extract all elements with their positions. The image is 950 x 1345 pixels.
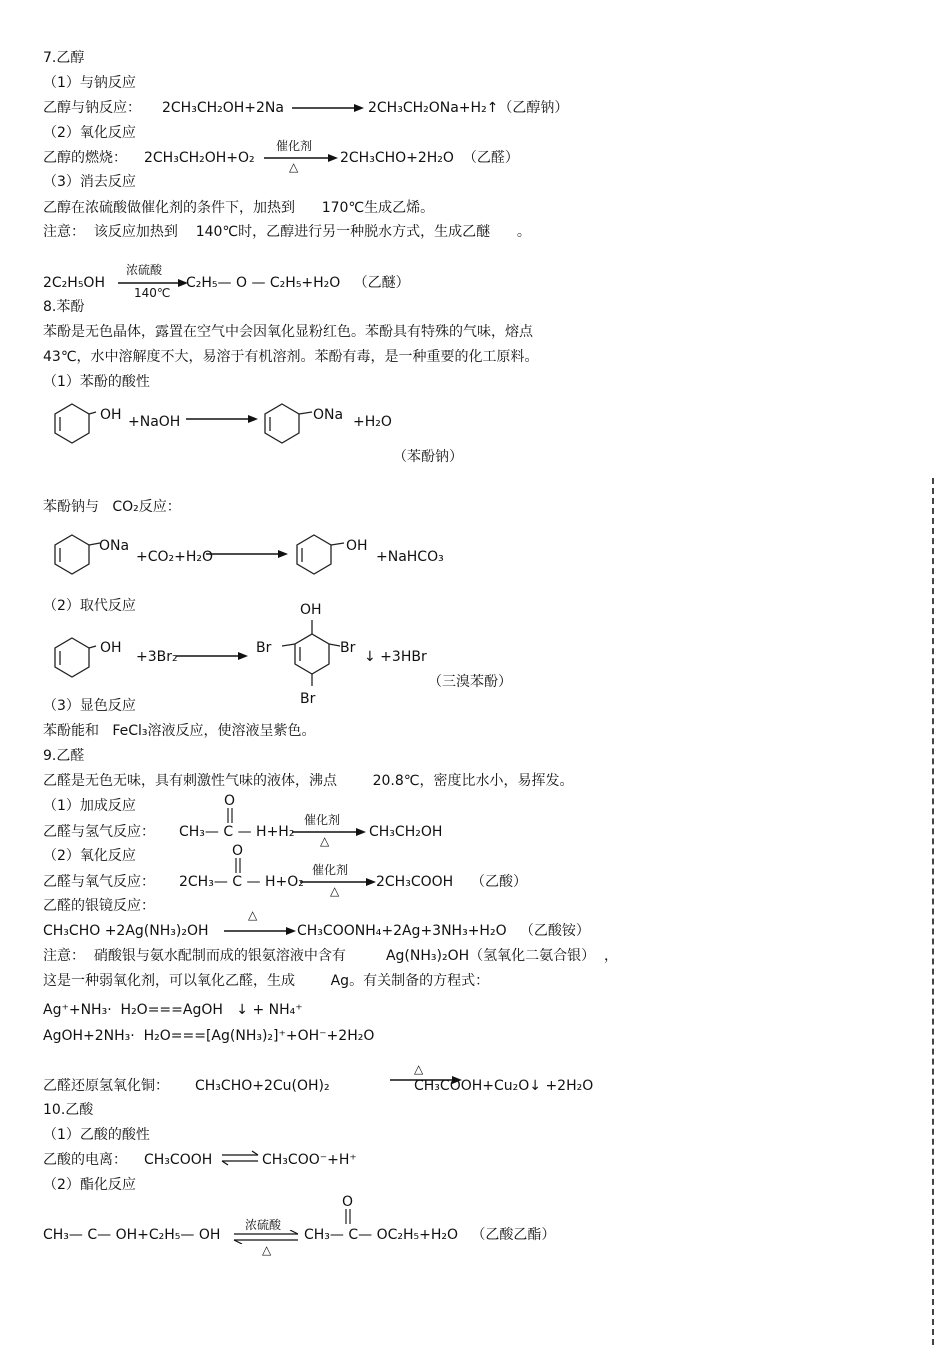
note-paragraph: 注意： 该反应加热到 140℃时，乙醇进行另一种脱水方式，生成乙醚 。 — [43, 224, 531, 240]
arrow-condition-top: 催化剂 — [276, 139, 313, 153]
carbonyl-oxygen: O — [342, 1194, 354, 1210]
arrow-condition-bottom: 140℃ — [134, 286, 171, 300]
benzene-ring-icon — [290, 534, 346, 574]
heading-oxidation: （2）氧化反应 — [43, 125, 136, 141]
benzene-ring-icon — [48, 534, 102, 574]
heading-esterification: （2）酯化反应 — [43, 1177, 136, 1193]
reactants: 2CH₃CH₂OH+O₂ — [144, 150, 255, 166]
arrow-condition-bottom: △ — [289, 160, 299, 174]
note-paragraph: 这是一种弱氧化剂，可以氧化乙醛，生成 Ag。有关制备的方程式： — [43, 973, 490, 989]
benzene-ring-icon — [258, 403, 314, 443]
substituent-label: OH — [346, 538, 368, 554]
substituent-label: ONa — [313, 407, 344, 423]
tribromophenol-ring-icon — [280, 620, 344, 690]
products: CH₃COONH₄+2Ag+3NH₃+H₂O （乙酸铵） — [297, 923, 590, 939]
reactants: 2CH₃— C — H+O₂ — [179, 874, 304, 890]
reaction-arrow — [206, 547, 288, 561]
products: C₂H₅— O — C₂H₅+H₂O （乙醚） — [186, 275, 410, 291]
paragraph: 苯酚是无色晶体，露置在空气中会因氧化显粉红色。苯酚具有特殊的气味，熔点 — [43, 324, 533, 340]
reaction-label: 苯酚钠与 CO₂反应： — [43, 499, 181, 515]
equation: AgOH+2NH₃· H₂O===[Ag(NH₃)₂]⁺+OH⁻+2H₂O — [43, 1028, 375, 1044]
reaction-label: 乙醛与氢气反应： — [43, 824, 155, 840]
substituent-label: OH — [100, 640, 122, 656]
section-7-title: 7.乙醇 — [43, 50, 85, 66]
substituent-label: Br — [300, 691, 316, 707]
heading-addition: （1）加成反应 — [43, 798, 136, 814]
product-name: （三溴苯酚） — [428, 674, 512, 690]
heading-substitution: （2）取代反应 — [43, 598, 136, 614]
substituent-label: Br — [256, 640, 272, 656]
page-cut-line — [932, 478, 934, 1345]
section-9-title: 9.乙醛 — [43, 748, 85, 764]
section-10-title: 10.乙酸 — [43, 1102, 94, 1118]
reaction-arrow — [176, 649, 248, 663]
carbonyl-oxygen: O — [232, 843, 244, 859]
arrow-condition-bottom: △ — [320, 834, 330, 848]
reaction-arrow — [224, 924, 296, 938]
reagent: +3Br₂ — [136, 649, 178, 665]
products: 2CH₃CHO+2H₂O （乙醛） — [340, 150, 519, 166]
reaction-arrow — [292, 101, 364, 115]
heading-sodium-reaction: （1）与钠反应 — [43, 75, 136, 91]
reactants: 2C₂H₅OH — [43, 275, 105, 291]
products: CH₃COOH+Cu₂O↓ +2H₂O — [414, 1078, 594, 1094]
products: 2CH₃COOH （乙酸） — [376, 874, 527, 890]
reactants: CH₃CHO +2Ag(NH₃)₂OH — [43, 923, 209, 939]
section-8-title: 8.苯酚 — [43, 299, 85, 315]
reactants: CH₃CHO+2Cu(OH)₂ — [195, 1078, 330, 1094]
substituent-label: Br — [340, 640, 356, 656]
reactants: CH₃— C — H+H₂ — [179, 824, 295, 840]
double-bond — [226, 808, 234, 824]
reactants: CH₃— C— OH+C₂H₅— OH — [43, 1227, 221, 1243]
paragraph: 乙醇在浓硫酸做催化剂的条件下，加热到 170℃生成乙烯。 — [43, 200, 435, 216]
reaction-label: 乙醇与钠反应： — [43, 100, 141, 116]
equilibrium-arrow — [220, 1150, 260, 1166]
arrow-condition-bottom: △ — [262, 1243, 272, 1257]
heading-elimination: （3）消去反应 — [43, 174, 136, 190]
reaction-label: 乙醛与氧气反应： — [43, 874, 155, 890]
products: CH₃CH₂OH — [369, 824, 443, 840]
arrow-condition-top: 催化剂 — [304, 813, 341, 827]
benzene-ring-icon — [48, 637, 98, 677]
substituent-label: ONa — [99, 538, 130, 554]
equation: Ag⁺+NH₃· H₂O===AgOH ↓ + NH₄⁺ — [43, 1002, 303, 1018]
equilibrium-arrow — [232, 1230, 300, 1244]
heading-acidity: （1）苯酚的酸性 — [43, 374, 150, 390]
double-bond — [344, 1209, 352, 1225]
heading-oxidation: （2）氧化反应 — [43, 848, 136, 864]
reagent: +CO₂+H₂O — [136, 549, 214, 565]
carbonyl-oxygen: O — [224, 793, 236, 809]
substituent-label: OH — [300, 602, 322, 618]
reaction-label: 乙醛还原氢氧化铜： — [43, 1078, 169, 1094]
double-bond — [234, 858, 242, 874]
arrow-condition-bottom: △ — [330, 884, 340, 898]
paragraph: 43℃，水中溶解度不大，易溶于有机溶剂。苯酚有毒，是一种重要的化工原料。 — [43, 349, 539, 365]
products: +H₂O — [353, 414, 392, 430]
substituent-label: OH — [100, 407, 122, 423]
reaction-label: 乙酸的电离： — [43, 1152, 127, 1168]
reactants: 2CH₃CH₂OH+2Na — [162, 100, 284, 116]
products: ↓ +3HBr — [364, 649, 427, 665]
benzene-ring-icon — [48, 403, 98, 443]
heading-acidity: （1）乙酸的酸性 — [43, 1127, 150, 1143]
products: CH₃COO⁻+H⁺ — [262, 1152, 357, 1168]
paragraph: 乙醛是无色无味，具有刺激性气味的液体，沸点 20.8℃，密度比水小，易挥发。 — [43, 773, 574, 789]
reaction-label: 乙醇的燃烧： — [43, 150, 127, 166]
arrow-condition-top: 催化剂 — [312, 863, 349, 877]
heading-color-reaction: （3）显色反应 — [43, 698, 136, 714]
products: CH₃— C— OC₂H₅+H₂O （乙酸乙酯） — [304, 1227, 556, 1243]
reactants: CH₃COOH — [144, 1152, 213, 1168]
products: +NaHCO₃ — [376, 549, 444, 565]
arrow-condition-top: 浓硫酸 — [126, 263, 163, 277]
reaction-arrow — [264, 151, 338, 165]
arrow-condition-top: △ — [414, 1062, 424, 1076]
product-name: （苯酚钠） — [393, 449, 463, 465]
reagent: +NaOH — [128, 414, 181, 430]
paragraph: 苯酚能和 FeCl₃溶液反应，使溶液呈紫色。 — [43, 723, 316, 739]
note-paragraph: 注意： 硝酸银与氨水配制而成的银氨溶液中含有 Ag(NH₃)₂OH（氢氧化二氨合银） ， — [43, 948, 619, 964]
products: 2CH₃CH₂ONa+H₂↑（乙醇钠） — [368, 100, 569, 116]
reaction-arrow — [186, 412, 258, 426]
reaction-label: 乙醛的银镜反应： — [43, 898, 155, 914]
arrow-condition-top: △ — [248, 908, 258, 922]
arrow-condition-top: 浓硫酸 — [245, 1218, 282, 1232]
